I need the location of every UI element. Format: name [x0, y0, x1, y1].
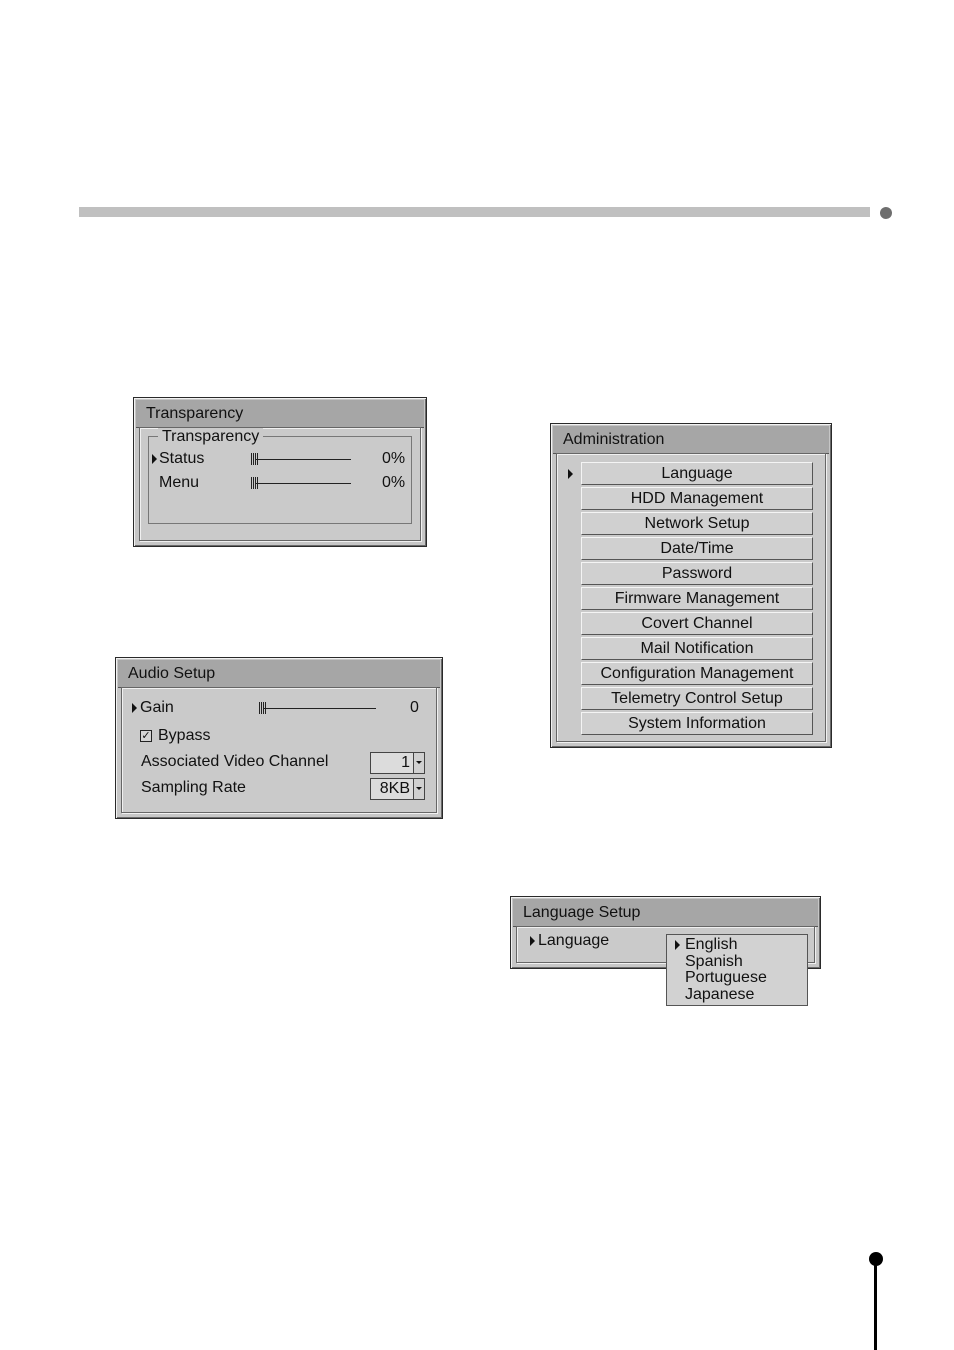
window-title: Administration	[553, 426, 829, 454]
group-label: Transparency	[158, 428, 263, 446]
menu-item-password[interactable]: Password	[581, 562, 813, 585]
chevron-down-icon[interactable]	[413, 753, 424, 773]
menu-item-firmware-management[interactable]: Firmware Management	[581, 587, 813, 610]
transparency-window	[133, 397, 427, 547]
language-option-japanese[interactable]: Japanese	[685, 986, 755, 1003]
menu-item-mail-notification[interactable]: Mail Notification	[581, 637, 813, 660]
gain-slider[interactable]	[263, 708, 376, 709]
selected-arrow-icon	[152, 454, 157, 464]
window-title: Transparency	[136, 400, 424, 428]
channel-select[interactable]	[370, 752, 425, 774]
menu-item-covert-channel[interactable]: Covert Channel	[581, 612, 813, 635]
rate-select[interactable]	[370, 778, 425, 800]
status-label[interactable]: Status	[159, 450, 205, 467]
bypass-label[interactable]: Bypass	[158, 727, 211, 744]
status-slider[interactable]	[255, 459, 351, 460]
channel-label: Associated Video Channel	[141, 753, 329, 770]
menu-item-date-time[interactable]: Date/Time	[581, 537, 813, 560]
selected-arrow-icon	[132, 703, 137, 713]
menu-item-configuration-management[interactable]: Configuration Management	[581, 662, 813, 685]
status-value: 0%	[382, 450, 406, 467]
language-dropdown-list	[666, 934, 808, 1006]
bypass-checkbox[interactable]: ✓	[141, 730, 151, 742]
header-rule	[79, 207, 870, 217]
language-option-english[interactable]: English	[685, 936, 738, 953]
selected-arrow-icon	[568, 469, 573, 479]
selected-arrow-icon	[675, 940, 680, 950]
header-dot	[880, 207, 892, 219]
admin-panel	[556, 453, 826, 742]
menu-slider[interactable]	[255, 483, 351, 484]
window-title: Language Setup	[513, 899, 818, 927]
menu-item-network-setup[interactable]: Network Setup	[581, 512, 813, 535]
audio-setup-window	[115, 657, 443, 819]
language-option-spanish[interactable]: Spanish	[685, 953, 743, 970]
gain-label[interactable]: Gain	[140, 699, 174, 716]
rate-select-value: 8KB	[379, 780, 410, 797]
menu-item-system-information[interactable]: System Information	[581, 712, 813, 735]
transparency-panel	[139, 427, 421, 541]
rate-label: Sampling Rate	[141, 779, 246, 796]
gain-value: 0	[410, 699, 419, 716]
audio-panel	[121, 687, 437, 813]
selected-arrow-icon	[530, 936, 535, 946]
channel-select-value: 1	[401, 754, 410, 771]
menu-item-hdd-management[interactable]: HDD Management	[581, 487, 813, 510]
menu-item-telemetry-control-setup[interactable]: Telemetry Control Setup	[581, 687, 813, 710]
administration-window	[550, 423, 832, 748]
page-marker-line	[874, 1262, 877, 1350]
chevron-down-icon[interactable]	[413, 779, 424, 799]
menu-label[interactable]: Menu	[159, 474, 200, 491]
window-title: Audio Setup	[118, 660, 440, 688]
language-label: Language	[538, 932, 610, 949]
language-option-portuguese[interactable]: Portuguese	[685, 969, 767, 986]
menu-value: 0%	[382, 474, 406, 491]
menu-item-language[interactable]: Language	[581, 462, 813, 485]
